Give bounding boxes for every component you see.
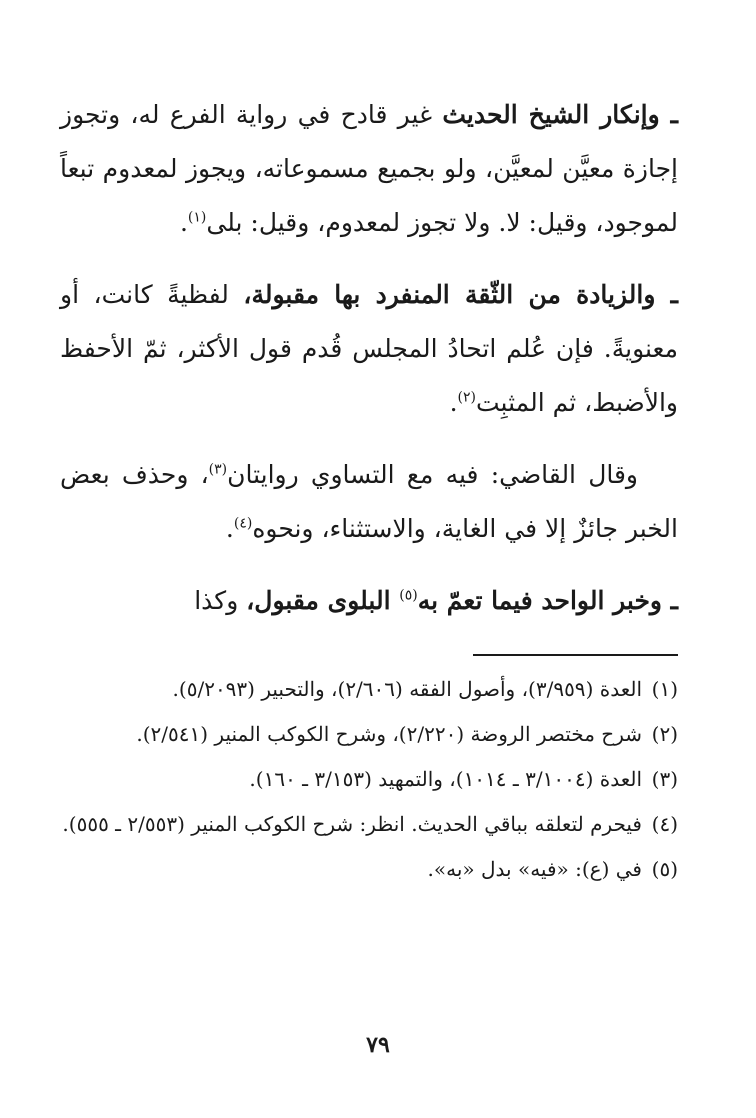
footnote-2-number: (٢) bbox=[651, 722, 678, 746]
paragraph-4 bbox=[60, 574, 678, 628]
footnote-5-text: في (ع): «فيه» بدل «به». bbox=[427, 857, 642, 881]
paragraph-4-text: وكذا bbox=[194, 586, 247, 615]
footnote-divider bbox=[473, 654, 678, 656]
footnote-ref-1[interactable]: (١) bbox=[187, 209, 207, 226]
page-content bbox=[60, 88, 678, 1088]
footnote-1 bbox=[60, 670, 678, 709]
footnote-4-number: (٤) bbox=[651, 812, 678, 836]
footnote-ref-4[interactable]: (٤) bbox=[233, 515, 253, 532]
paragraph-1-heading: ـ وإنكار الشيخ الحديث bbox=[442, 100, 678, 129]
footnote-3-number: (٣) bbox=[651, 767, 678, 791]
footnote-5-number: (٥) bbox=[651, 857, 678, 881]
footnote-ref-2[interactable]: (٢) bbox=[457, 389, 476, 406]
paragraph-4-heading-b: البلوى مقبول، bbox=[246, 586, 400, 615]
footnote-4-text: فيحرم لتعلقه بباقي الحديث. انظر: شرح الكوكب المنير (٢/٥٥٣ ـ ٥٥٥). bbox=[62, 812, 642, 836]
paragraph-3 bbox=[60, 448, 678, 556]
paragraph-3-text-b: ، وحذف بعض الخبر جائزٌ إلا في الغاية، والاستثناء، ونحوه bbox=[60, 460, 678, 543]
paragraph-1-end: . bbox=[179, 208, 188, 237]
footnote-2 bbox=[60, 715, 678, 754]
paragraph-1 bbox=[60, 88, 678, 250]
footnote-3-text: العدة (٣/١٠٠٤ ـ ١٠١٤)، والتمهيد (٣/١٥٣ ـ ١٦٠). bbox=[249, 767, 642, 791]
paragraph-3-text-a: وقال القاضي: فيه مع التساوي روايتان bbox=[227, 460, 638, 489]
footnote-ref-5[interactable]: (٥) bbox=[399, 587, 418, 604]
paragraph-2-text: لفظيةً كانت، أو معنويةً. فإن عُلم اتحادُ المجلس قُدم قول الأكثر، ثمّ الأحفظ والأضبط، ثم المثبِت bbox=[60, 280, 678, 417]
footnote-2-text: شرح مختصر الروضة (٢/٢٢٠)، وشرح الكوكب المنير (٢/٥٤١). bbox=[136, 722, 642, 746]
footnote-ref-3[interactable]: (٣) bbox=[208, 461, 228, 478]
paragraph-1-text: غير قادح في رواية الفرع له، وتجوز إجازة معيَّن لمعيَّن، ولو بجميع مسموعاته، ويجوز لمعدوم تبعاً لموجود، وقيل: لا. ولا تجوز لمعدوم، وقيل: بلى bbox=[60, 100, 678, 237]
footnote-4 bbox=[60, 805, 678, 844]
page-number: ٧٩ bbox=[366, 1032, 390, 1058]
footnote-1-text: العدة (٣/٩٥٩)، وأصول الفقه (٢/٦٠٦)، والتحبير (٥/٢٠٩٣). bbox=[172, 677, 642, 701]
footnote-3 bbox=[60, 760, 678, 799]
paragraph-4-heading-a: ـ وخبر الواحد فيما تعمّ به bbox=[417, 586, 678, 615]
footnote-1-number: (١) bbox=[651, 677, 678, 701]
paragraph-2-heading: ـ والزيادة من الثّقة المنفرد بها مقبولة، bbox=[243, 280, 678, 309]
paragraph-2-end: . bbox=[449, 388, 458, 417]
paragraph-2 bbox=[60, 268, 678, 430]
paragraph-3-end: . bbox=[225, 514, 234, 543]
footnote-5 bbox=[60, 850, 678, 889]
